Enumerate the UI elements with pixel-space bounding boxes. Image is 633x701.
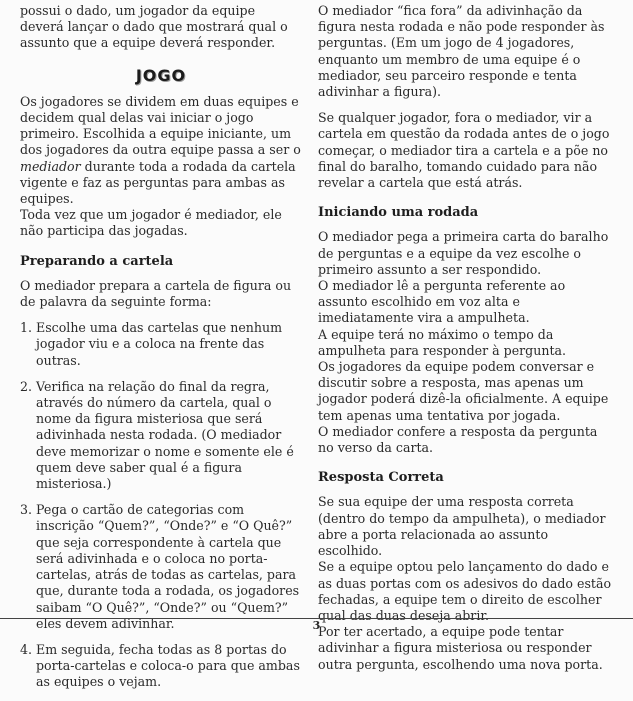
step-number: 3. <box>20 502 33 518</box>
jogo-paragraph-2: Toda vez que um jogador é mediador, ele não participa das jogadas. <box>20 207 282 239</box>
cartela-intro: O mediador prepara a cartela de figura ou de palavra da seguinte forma: <box>20 277 292 310</box>
page-footer <box>0 620 633 636</box>
mediador-fora-paragraph: O mediador “fica fora” da adivinhação da figura nesta rodada e não pode responder às perguntas. (Em um jogo de 4 jogadores, enquanto um membro de uma equipe é o mediador, seu parceiro responde e tenta adivinhar a figura). <box>318 3 605 100</box>
step-number: 4. <box>20 641 33 657</box>
step-item <box>20 642 302 691</box>
footer-divider <box>0 618 633 619</box>
jogo-paragraph-1 <box>20 94 302 207</box>
section-title-jogo: JOGO <box>135 65 187 85</box>
jogo-text-b: durante toda a rodada da cartela vigente e faz as perguntas para ambas as equipes. <box>20 158 296 207</box>
heading-resposta-correta: Resposta Correta <box>318 470 444 486</box>
step-text: Pega o cartão de categorias com inscrição “Quem?”, “Onde?” e “O Quê?” que seja correspondente à cartela que será adivinhada e o coloca no porta-cartelas, atrás de todas as cartelas, para que, durante toda a rodada, os jogadores saibam “O Quê?”, “Onde?” ou “Quem?” eles devem adivinhar. <box>36 502 300 631</box>
cartela-vista-paragraph: Se qualquer jogador, fora o mediador, vir a cartela em questão da rodada antes de o jogo começar, o mediador tira a cartela e a põe no final do baralho, tomando cuidado para não revelar a cartela que está atrás. <box>318 110 610 191</box>
rodada-line-3: A equipe terá no máximo o tempo da ampulheta para responder à pergunta. <box>318 326 567 358</box>
rodada-line-4: Os jogadores da equipe podem conversar e discutir sobre a resposta, mas apenas um jogador poderá dizê-la oficialmente. A equipe tem apenas uma tentativa por jogada. <box>318 359 609 423</box>
resposta-line-2: Se a equipe optou pelo lançamento do dado e as duas portas com os adesivos do dado estão fechadas, a equipe tem o direito de escolher qual das duas deseja abrir. <box>318 559 612 623</box>
step-text: Em seguida, fecha todas as 8 portas do porta-cartelas e coloca-o para que ambas as equipes o vejam. <box>36 641 300 690</box>
page-number: 3 <box>312 619 321 632</box>
right-column <box>318 3 614 683</box>
heading-iniciando-rodada: Iniciando uma rodada <box>318 205 479 221</box>
step-text: Verifica na relação do final da regra, através do número da cartela, qual o nome da figura misteriosa que será adivinhada nesta rodada. (O mediador deve memorizar o nome e somente ele é quem deve saber qual é a figura misteriosa.) <box>36 378 294 492</box>
resposta-line-3: Por ter acertado, a equipe pode tentar adivinhar a figura misteriosa ou responder outra pergunta, escolhendo uma nova porta. <box>318 624 603 672</box>
rodada-line-2: O mediador lê a pergunta referente ao assunto escolhido em voz alta e imediatamente vira a ampulheta. <box>318 278 566 326</box>
rodada-line-1: O mediador pega a primeira carta do baralho de perguntas e a equipe da vez escolhe o primeiro assunto a ser respondido. <box>318 229 609 277</box>
step-item <box>20 379 302 492</box>
heading-preparando-cartela: Preparando a cartela <box>20 253 174 269</box>
step-item <box>20 320 302 369</box>
rodada-line-5: O mediador confere a resposta da pergunta no verso da carta. <box>318 423 598 456</box>
left-column <box>20 3 302 701</box>
resposta-line-1: Se sua equipe der uma resposta correta (dentro do tempo da ampulheta), o mediador abre a porta relacionada ao assunto escolhido. <box>318 494 606 559</box>
step-number: 1. <box>20 320 33 336</box>
mediador-emphasis: mediador <box>20 158 81 174</box>
step-text: Escolhe uma das cartelas que nenhum jogador viu e a coloca na frente das outras. <box>36 320 283 368</box>
jogo-text-a: Os jogadores se dividem em duas equipes e decidem qual delas vai iniciar o jogo primeiro. Escolhida a equipe iniciante, um dos jogadores da outra equipe passa a ser o <box>20 93 301 158</box>
intro-paragraph: possui o dado, um jogador da equipe deverá lançar o dado que mostrará qual o assunto que a equipe deverá responder. <box>20 3 288 51</box>
step-number: 2. <box>20 378 33 394</box>
step-item <box>20 502 302 632</box>
